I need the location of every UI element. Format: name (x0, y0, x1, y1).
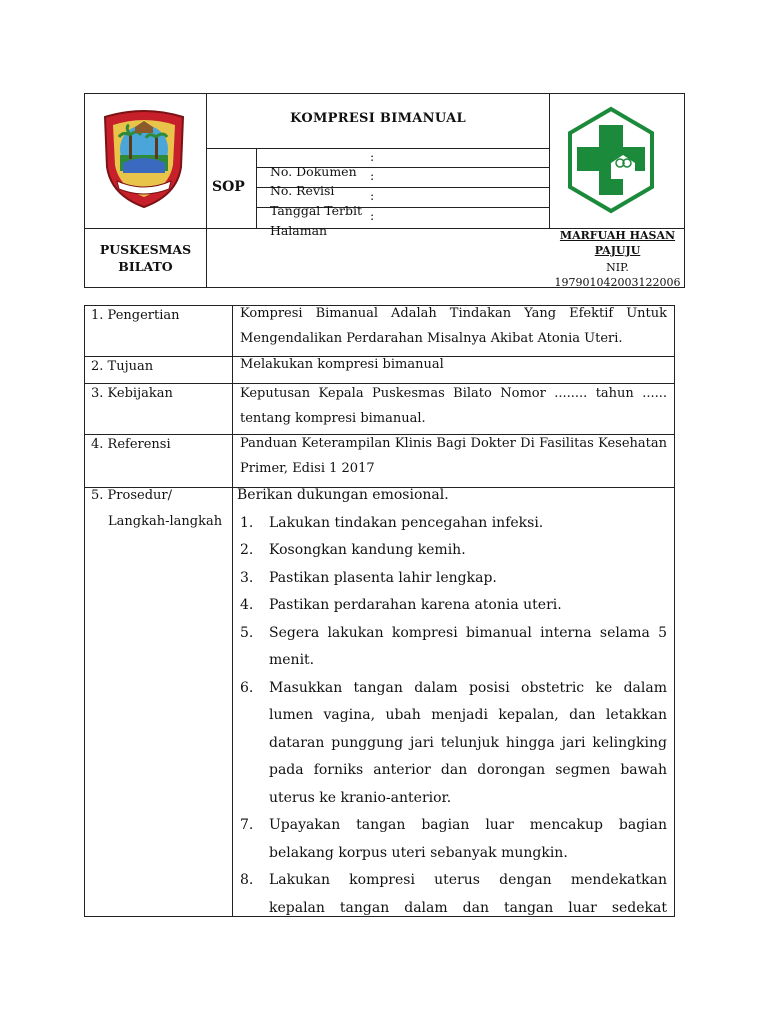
document-title: KOMPRESI BIMANUAL (290, 111, 466, 126)
step-number: 5. (240, 624, 254, 641)
list-item (237, 510, 667, 538)
step-text: Segera lakukan kompresi bimanual interna selama 5 menit. (269, 624, 667, 668)
organization-line: BILATO (118, 259, 173, 274)
meta-row-page (262, 208, 327, 238)
step-text: Kosongkan kandung kemih. (269, 542, 466, 558)
table-divider (232, 305, 233, 917)
step-text: Masukkan tangan dalam posisi obstetric ke dalam lumen vagina, ubah menjadi kepalan, dan letakkan dataran punggung jari telunjuk hingga jari kelingking pada forniks anterior dan dorongan segmen bawah uterus ke kranio-anterior. (269, 679, 667, 806)
section-label: 2. Tujuan (91, 359, 154, 374)
procedure-content (237, 482, 667, 916)
section-text: Melakukan kompresi bimanual (240, 357, 444, 372)
meta-label: Halaman (269, 223, 328, 238)
meta-separator: : (370, 149, 375, 164)
step-text: Upayakan tangan bagian luar mencakup bagian belakang korpus uteri sebanyak mungkin. (269, 817, 667, 861)
list-item (237, 592, 667, 620)
step-text: Pastikan plasenta lahir lengkap. (269, 569, 497, 586)
section-text-content: Panduan Keterampilan Klinis Bagi Dokter Di Fasilitas Kesehatan Primer, Edisi 1 2017 (240, 436, 667, 476)
list-item (237, 675, 667, 813)
meta-separator: : (370, 208, 375, 223)
list-item (237, 620, 667, 675)
step-number: 1. (240, 514, 254, 531)
meta-separator: : (370, 188, 375, 203)
signer-name: MARFUAH HASAN (559, 229, 676, 242)
meta-label: Tanggal Terbit (269, 203, 363, 218)
organization-line: PUSKESMAS (99, 242, 192, 257)
section-label: 3. Kebijakan (91, 386, 173, 401)
organization-name (85, 241, 206, 275)
nip-label: NIP. (606, 261, 629, 274)
step-text: Lakukan tindakan pencegahan infeksi. (269, 514, 544, 531)
section-text (240, 431, 667, 481)
step-number: 3. (240, 569, 254, 586)
nip-value: 197901042003122006 (554, 276, 681, 289)
procedure-label (91, 483, 222, 535)
section-text-content: Keputusan Kepala Puskesmas Bilato Nomor ........ tahun ...... tentang kompresi bimanual. (240, 386, 667, 426)
list-item (237, 537, 667, 565)
section-text (240, 381, 667, 431)
step-number: 6. (240, 679, 254, 696)
section-text (240, 301, 667, 351)
section-label: 4. Referensi (91, 437, 171, 452)
step-text: Pastikan perdarahan karena atonia uteri. (269, 597, 562, 613)
health-logo-icon (566, 105, 656, 215)
procedure-label-line: 5. Prosedur/ (91, 488, 172, 503)
regency-emblem (99, 107, 189, 210)
step-number: 4. (240, 597, 254, 613)
step-number: 8. (240, 872, 254, 888)
step-number: 2. (240, 542, 254, 558)
list-item (237, 812, 667, 867)
step-number: 7. (240, 817, 254, 833)
signer-name: PAJUJU (594, 244, 641, 257)
meta-separator: : (370, 168, 375, 183)
procedure-label-line: Langkah-langkah (108, 514, 223, 529)
meta-label: No. Revisi (269, 183, 335, 198)
procedure-intro: Berikan dukungan emosional. (237, 487, 449, 503)
list-item (237, 867, 667, 916)
header-divider (256, 148, 257, 228)
section-text-content: Kompresi Bimanual Adalah Tindakan Yang Efektif Untuk Mengendalikan Perdarahan Misalnya Akibat Atonia Uteri. (240, 306, 667, 346)
sop-label: SOP (212, 179, 245, 195)
section-label: 1. Pengertian (91, 308, 180, 323)
step-text: Lakukan kompresi uterus dengan mendekatkan kepalan tangan dalam dan tangan luar sedekat (269, 872, 667, 916)
meta-label: No. Dokumen (269, 164, 357, 179)
signer-block (550, 228, 685, 290)
header-divider (206, 148, 550, 149)
list-item (237, 565, 667, 593)
procedure-steps (237, 510, 667, 917)
